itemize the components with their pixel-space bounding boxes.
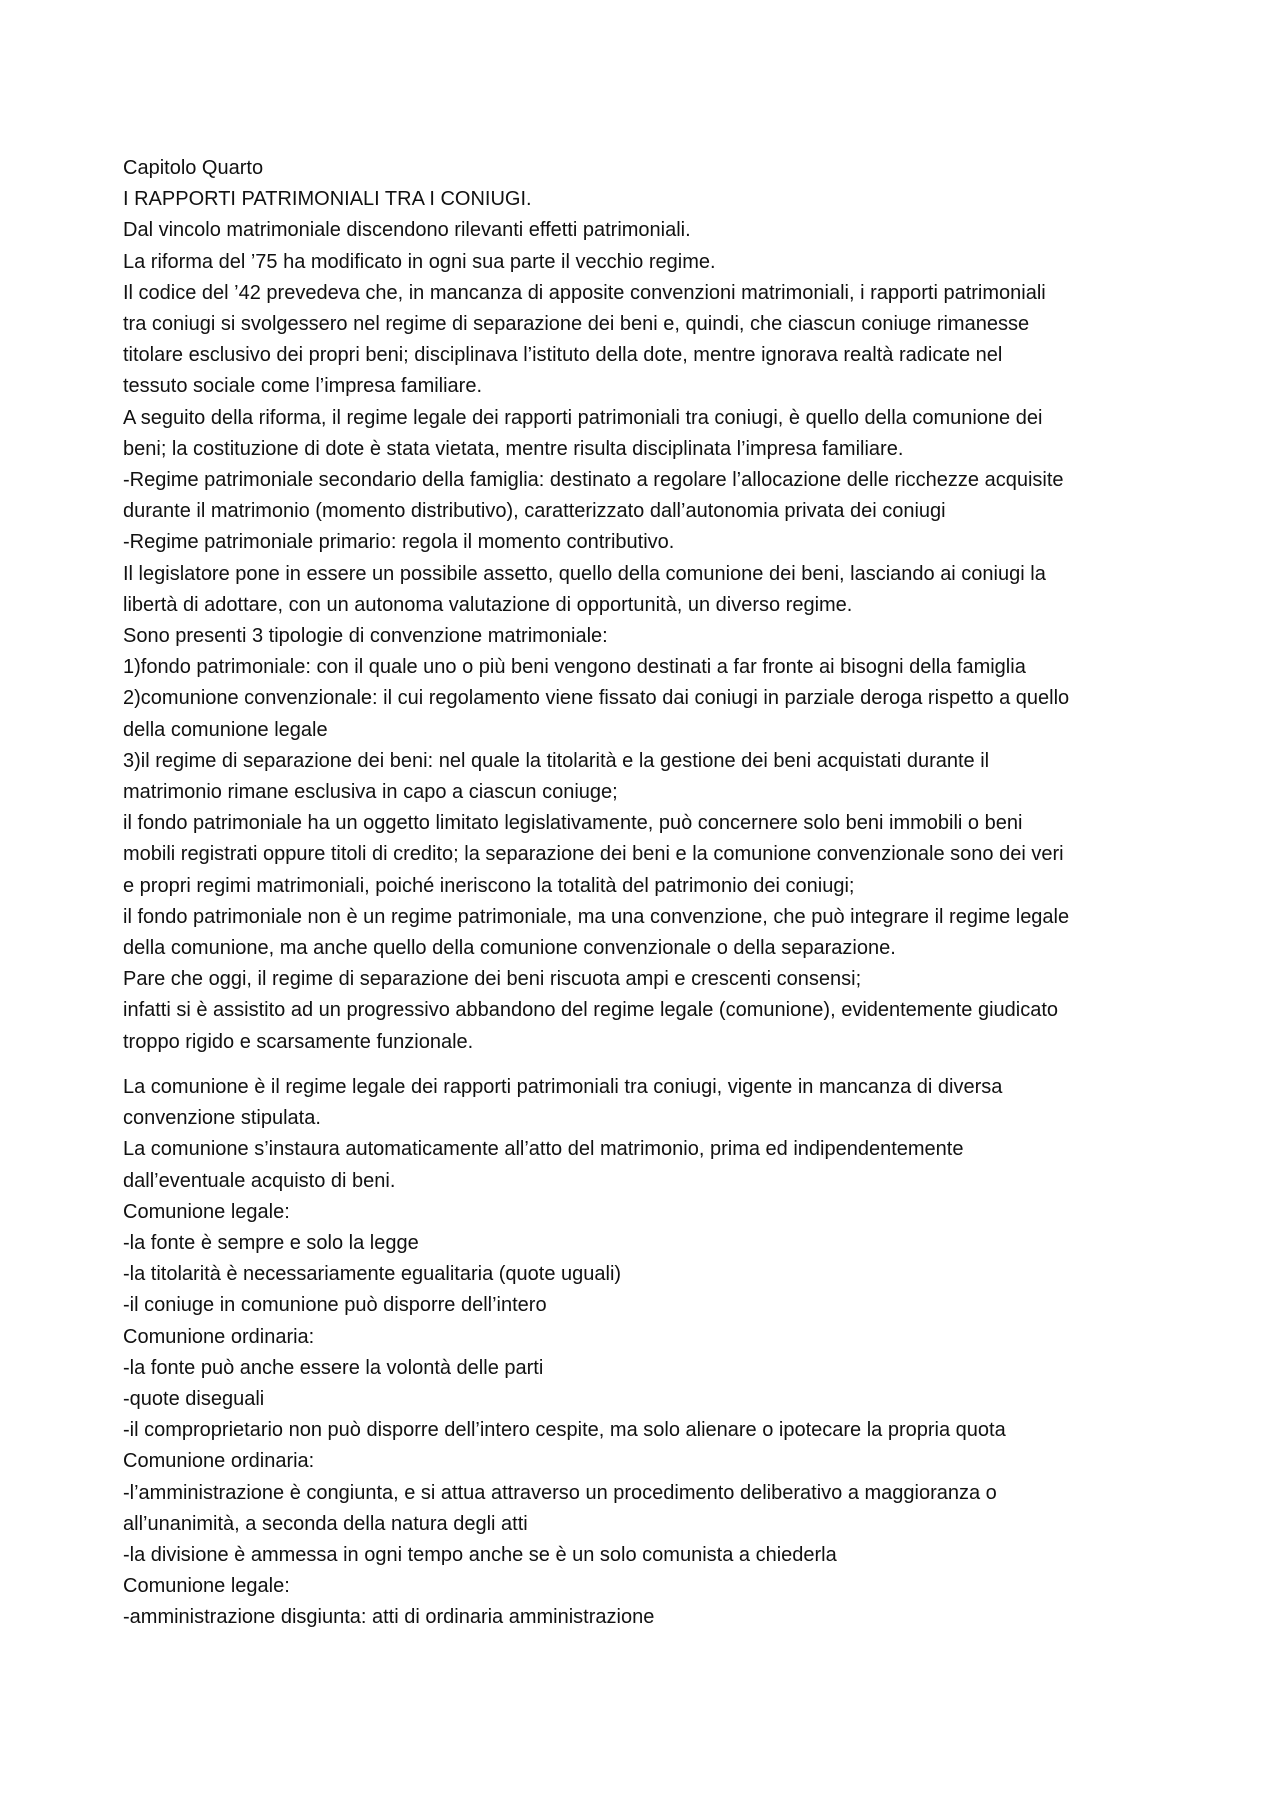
text-block-comunione [123,1072,1183,1634]
document-page [123,153,1183,1634]
text-line: -quote diseguali [123,1387,265,1410]
text-line: tessuto sociale come l’impresa familiare. [123,375,483,398]
text-line: dall’eventuale acquisto di beni. [123,1169,396,1192]
text-line: e propri regimi matrimoniali, poiché ineriscono la totalità del patrimonio dei coniugi; [123,874,855,897]
text-line: il fondo patrimoniale ha un oggetto limitato legislativamente, può concernere solo beni immobili o beni [123,812,1023,835]
text-line: Il legislatore pone in essere un possibile assetto, quello della comunione dei beni, lasciando ai coniugi la [123,562,1046,585]
paragraph-gap [123,1058,1183,1072]
text-line: della comunione legale [123,718,328,741]
text-line: I RAPPORTI PATRIMONIALI TRA I CONIUGI. [123,188,532,211]
text-line: A seguito della riforma, il regime legale dei rapporti patrimoniali tra coniugi, è quello della comunione dei [123,406,1043,429]
text-line: all’unanimità, a seconda della natura degli atti [123,1512,528,1535]
text-line: mobili registrati oppure titoli di credito; la separazione dei beni e la comunione convenzionale sono dei veri [123,843,1064,866]
text-line: 3)il regime di separazione dei beni: nel quale la titolarità e la gestione dei beni acquistati durante il [123,749,990,772]
text-line: -la divisione è ammessa in ogni tempo anche se è un solo comunista a chiederla [123,1543,837,1566]
text-line: convenzione stipulata. [123,1107,321,1130]
text-line: Comunione legale: [123,1200,290,1223]
text-line: Il codice del ’42 prevedeva che, in mancanza di apposite convenzioni matrimoniali, i rapporti patrimoniali [123,281,1046,304]
text-line: -l’amministrazione è congiunta, e si attua attraverso un procedimento deliberativo a maggioranza o [123,1481,997,1504]
text-line: Comunione ordinaria: [123,1450,315,1473]
text-line: beni; la costituzione di dote è stata vietata, mentre risulta disciplinata l’impresa familiare. [123,437,904,460]
text-line: Dal vincolo matrimoniale discendono rilevanti effetti patrimoniali. [123,219,691,242]
text-line: Comunione ordinaria: [123,1325,315,1348]
text-line: libertà di adottare, con un autonoma valutazione di opportunità, un diverso regime. [123,593,853,616]
text-line: 2)comunione convenzionale: il cui regolamento viene fissato dai coniugi in parziale deroga rispetto a quello [123,687,1070,710]
text-line: La riforma del ’75 ha modificato in ogni sua parte il vecchio regime. [123,250,716,273]
text-line: matrimonio rimane esclusiva in capo a ciascun coniuge; [123,781,618,804]
text-line: il fondo patrimoniale non è un regime patrimoniale, ma una convenzione, che può integrare il regime legale [123,905,1070,928]
text-line: Sono presenti 3 tipologie di convenzione matrimoniale: [123,625,608,648]
text-line: Capitolo Quarto [123,157,264,179]
text-line: -la fonte può anche essere la volontà delle parti [123,1356,544,1379]
text-line: tra coniugi si svolgessero nel regime di separazione dei beni e, quindi, che ciascun coniuge rimanesse [123,313,1030,336]
text-line: La comunione s’instaura automaticamente all’atto del matrimonio, prima ed indipendentemente [123,1138,964,1161]
text-line: -la fonte è sempre e solo la legge [123,1231,419,1254]
text-line: Pare che oggi, il regime di separazione dei beni riscuota ampi e crescenti consensi; [123,968,862,991]
text-line: La comunione è il regime legale dei rapporti patrimoniali tra coniugi, vigente in mancanza di diversa [123,1075,1003,1098]
text-line: della comunione, ma anche quello della comunione convenzionale o della separazione. [123,937,896,960]
text-line: infatti si è assistito ad un progressivo abbandono del regime legale (comunione), evidentemente giudicato [123,999,1059,1022]
text-block-regime [123,153,1183,1058]
text-line: 1)fondo patrimoniale: con il quale uno o più beni vengono destinati a far fronte ai bisogni della famiglia [123,656,1026,679]
text-line: -amministrazione disgiunta: atti di ordinaria amministrazione [123,1606,655,1629]
text-line: titolare esclusivo dei propri beni; disciplinava l’istituto della dote, mentre ignorava realtà radicate nel [123,344,1003,367]
text-line: -Regime patrimoniale secondario della famiglia: destinato a regolare l’allocazione delle ricchezze acquisite [123,469,1064,492]
text-line: durante il matrimonio (momento distributivo), caratterizzato dall’autonomia privata dei coniugi [123,500,946,523]
text-line: -Regime patrimoniale primario: regola il momento contributivo. [123,531,675,554]
text-line: -il coniuge in comunione può disporre dell’intero [123,1294,547,1317]
text-line: troppo rigido e scarsamente funzionale. [123,1030,474,1053]
text-line: -il comproprietario non può disporre dell’intero cespite, ma solo alienare o ipotecare la propria quota [123,1419,1006,1442]
text-line: Comunione legale: [123,1575,290,1598]
text-line: -la titolarità è necessariamente egualitaria (quote uguali) [123,1263,622,1286]
